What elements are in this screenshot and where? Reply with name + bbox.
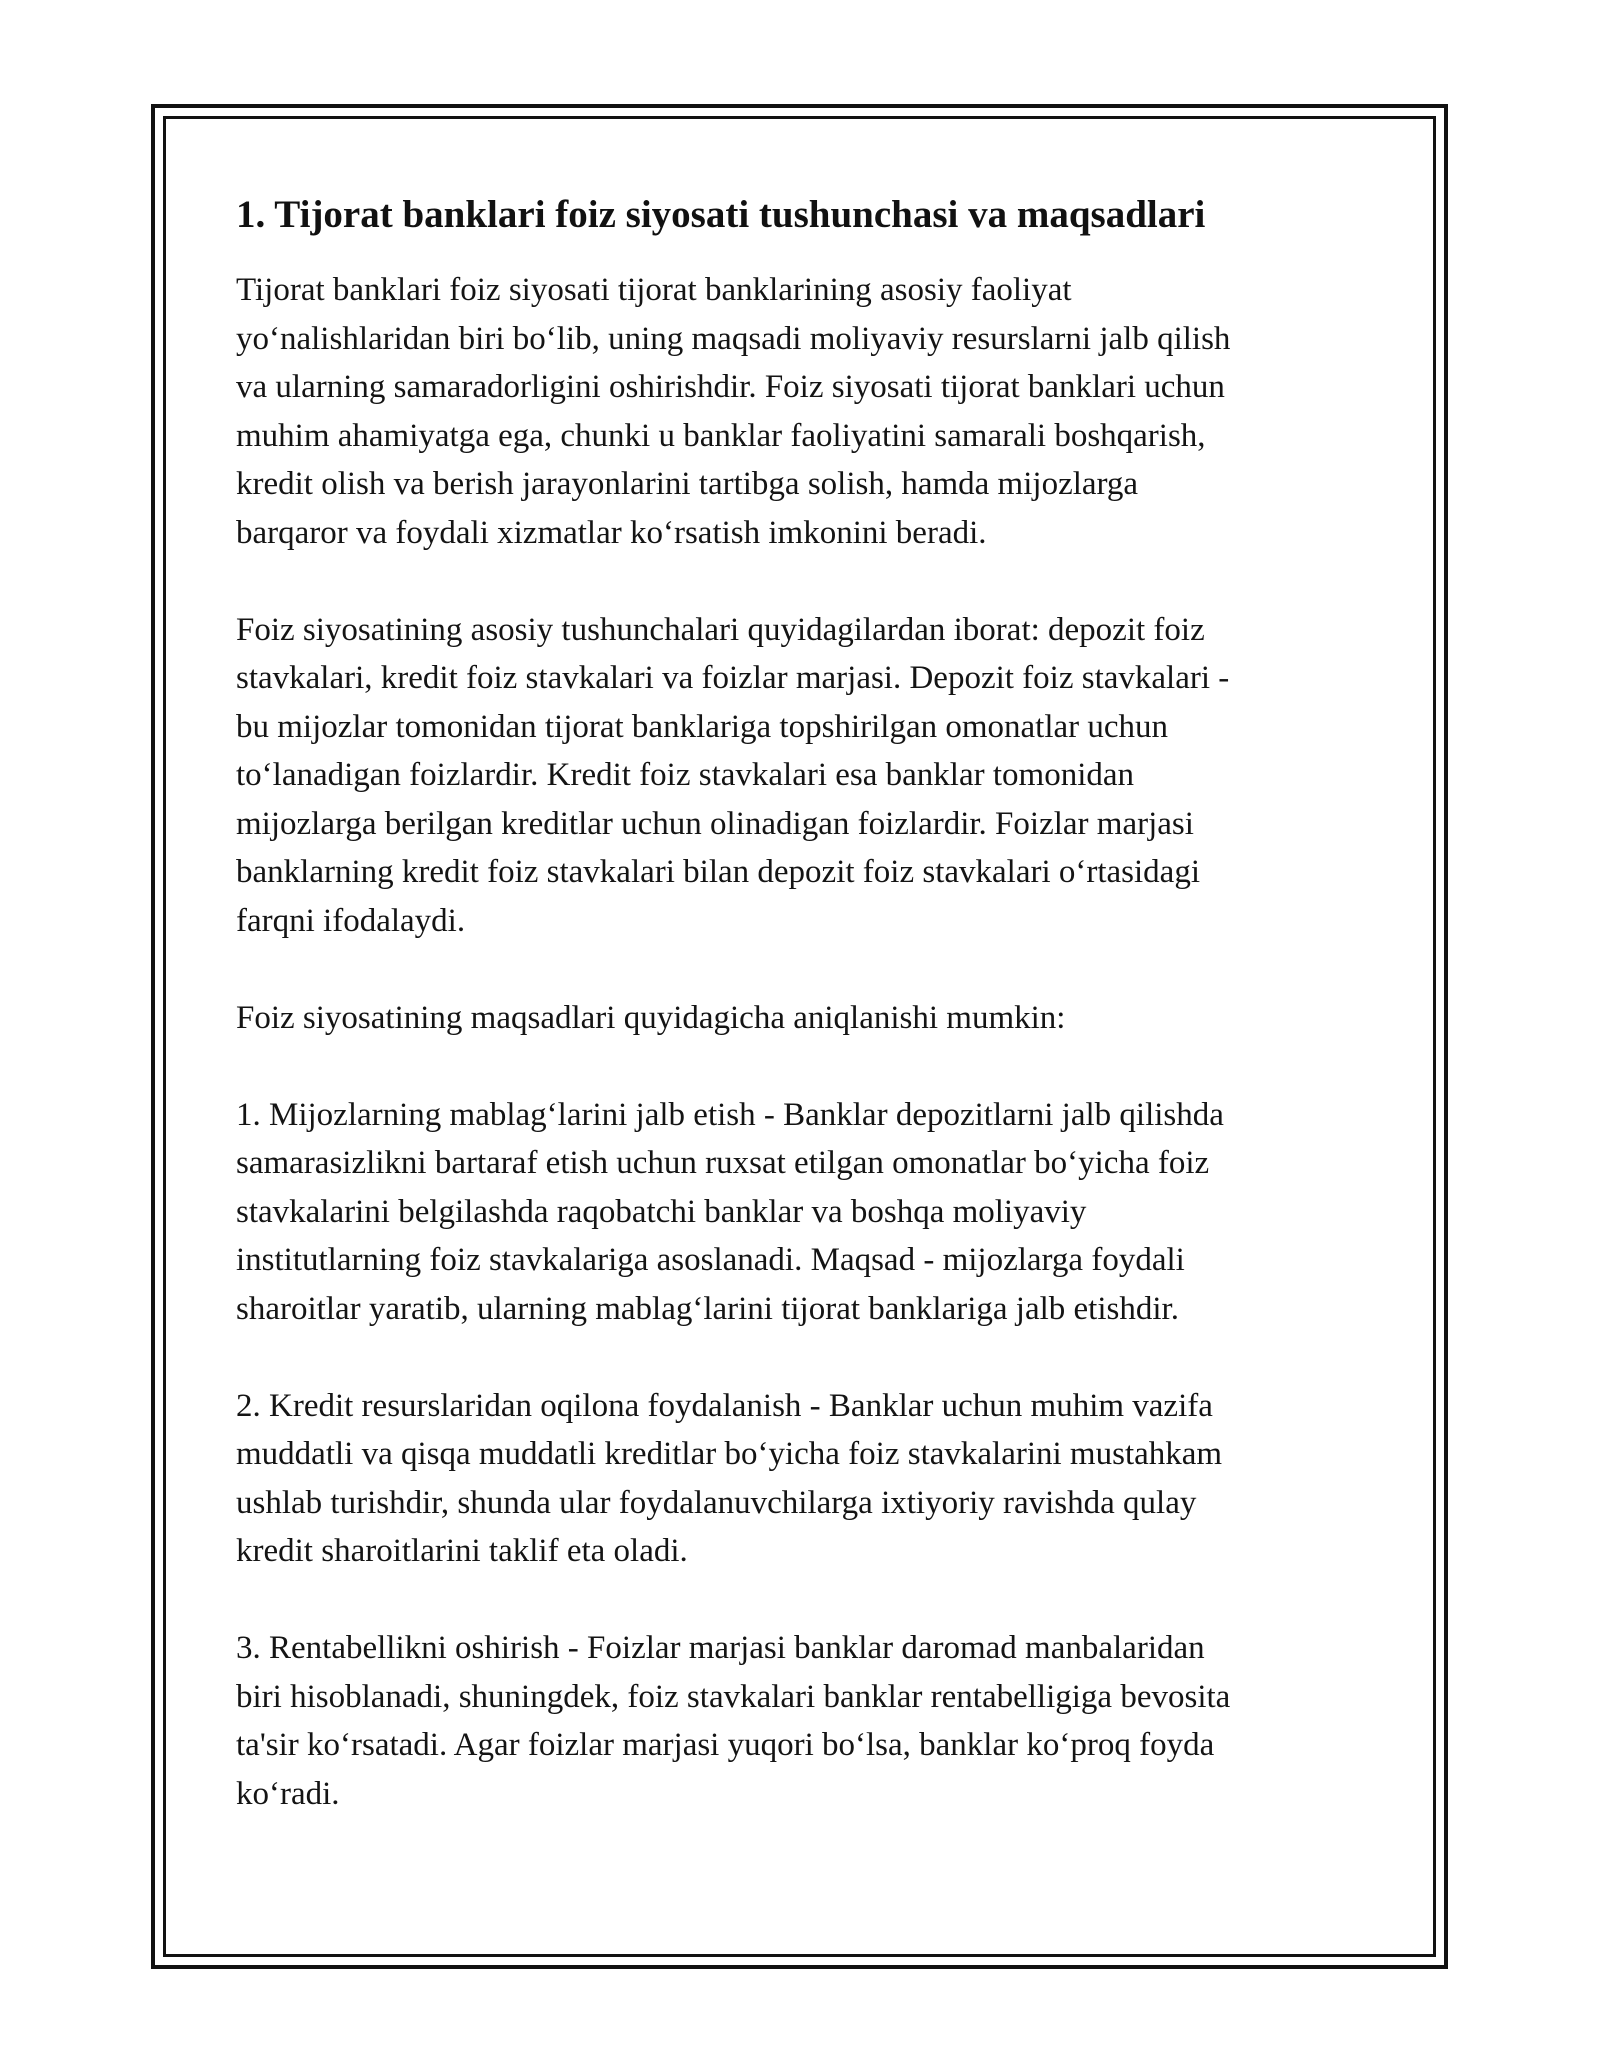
paragraph-line: barqaror va foydali xizmatlar ko‘rsatish imkonini beradi. [236,514,987,551]
paragraph-line: to‘lanadigan foizlardir. Kredit foiz stavkalari esa banklar tomonidan [236,757,1135,793]
section-title: 1. Tijorat banklari foiz siyosati tushunchasi va maqsadlari [236,193,1206,236]
paragraph-line: 1. Mijozlarning mablag‘larini jalb etish - Banklar depozitlarni jalb qilishda [236,1096,1224,1133]
document-body [236,190,1366,1818]
paragraph [236,266,1366,557]
paragraph-line: va ularning samaradorligini oshirishdir. Foiz siyosati tijorat banklari uchun [236,369,1225,405]
paragraph-line: muhim ahamiyatga ega, chunki u banklar faoliyatini samarali boshqarish, [236,417,1206,454]
paragraph [236,1091,1366,1334]
paragraph-line: samarasizlikni bartaraf etish uchun ruxsat etilgan omonatlar bo‘yicha foiz [236,1145,1210,1181]
paragraph-line: muddatli va qisqa muddatli kreditlar bo‘yicha foiz stavkalarini mustahkam [236,1436,1223,1472]
paragraph-line: Tijorat banklari foiz siyosati tijorat banklarining asosiy faoliyat [236,272,1072,308]
paragraph-line: ta'sir ko‘rsatadi. Agar foizlar marjasi yuqori bo‘lsa, banklar ko‘proq foyda [236,1727,1215,1763]
paragraph-line: kredit olish va berish jarayonlarini tartibga solish, hamda mijozlarga [236,466,1139,502]
paragraph-line: stavkalari, kredit foiz stavkalari va foizlar marjasi. Depozit foiz stavkalari - [236,660,1230,696]
paragraph-line: sharoitlar yaratib, ularning mablag‘larini tijorat banklariga jalb etishdir. [236,1290,1179,1327]
paragraph-line: farqni ifodalaydi. [236,902,466,939]
paragraph-line: kredit sharoitlarini taklif eta oladi. [236,1533,688,1569]
paragraph [236,1624,1366,1818]
paragraph [236,606,1366,946]
paragraph-line: Foiz siyosatining maqsadlari quyidagicha aniqlanishi mumkin: [236,999,1066,1036]
paragraph [236,1382,1366,1576]
paragraph-line: Foiz siyosatining asosiy tushunchalari quyidagilardan iborat: depozit foiz [236,611,1205,648]
paragraph-line: ushlab turishdir, shunda ular foydalanuvchilarga ixtiyoriy ravishda qulay [236,1484,1197,1521]
paragraph-line: stavkalarini belgilashda raqobatchi banklar va boshqa moliyaviy [236,1193,1087,1230]
paragraph-line: yo‘nalishlaridan biri bo‘lib, uning maqsadi moliyaviy resurslarni jalb qilish [236,320,1231,357]
paragraph-line: biri hisoblanadi, shuningdek, foiz stavkalari banklar rentabelligiga bevosita [236,1678,1231,1715]
paragraph-line: bu mijozlar tomonidan tijorat banklariga topshirilgan omonatlar uchun [236,708,1169,745]
paragraph-line: banklarning kredit foiz stavkalari bilan depozit foiz stavkalari o‘rtasidagi [236,854,1200,890]
paragraph-list [236,266,1366,1818]
paragraph-line: 3. Rentabellikni oshirish - Foizlar marjasi banklar daromad manbalaridan [236,1630,1205,1666]
paragraph-line: institutlarning foiz stavkalariga asoslanadi. Maqsad - mijozlarga foydali [236,1242,1185,1278]
paragraph-line: ko‘radi. [236,1775,340,1812]
paragraph-line: 2. Kredit resurslaridan oqilona foydalanish - Banklar uchun muhim vazifa [236,1387,1213,1424]
paragraph-line: mijozlarga berilgan kreditlar uchun olinadigan foizlardir. Foizlar marjasi [236,805,1194,842]
paragraph [236,994,1366,1043]
